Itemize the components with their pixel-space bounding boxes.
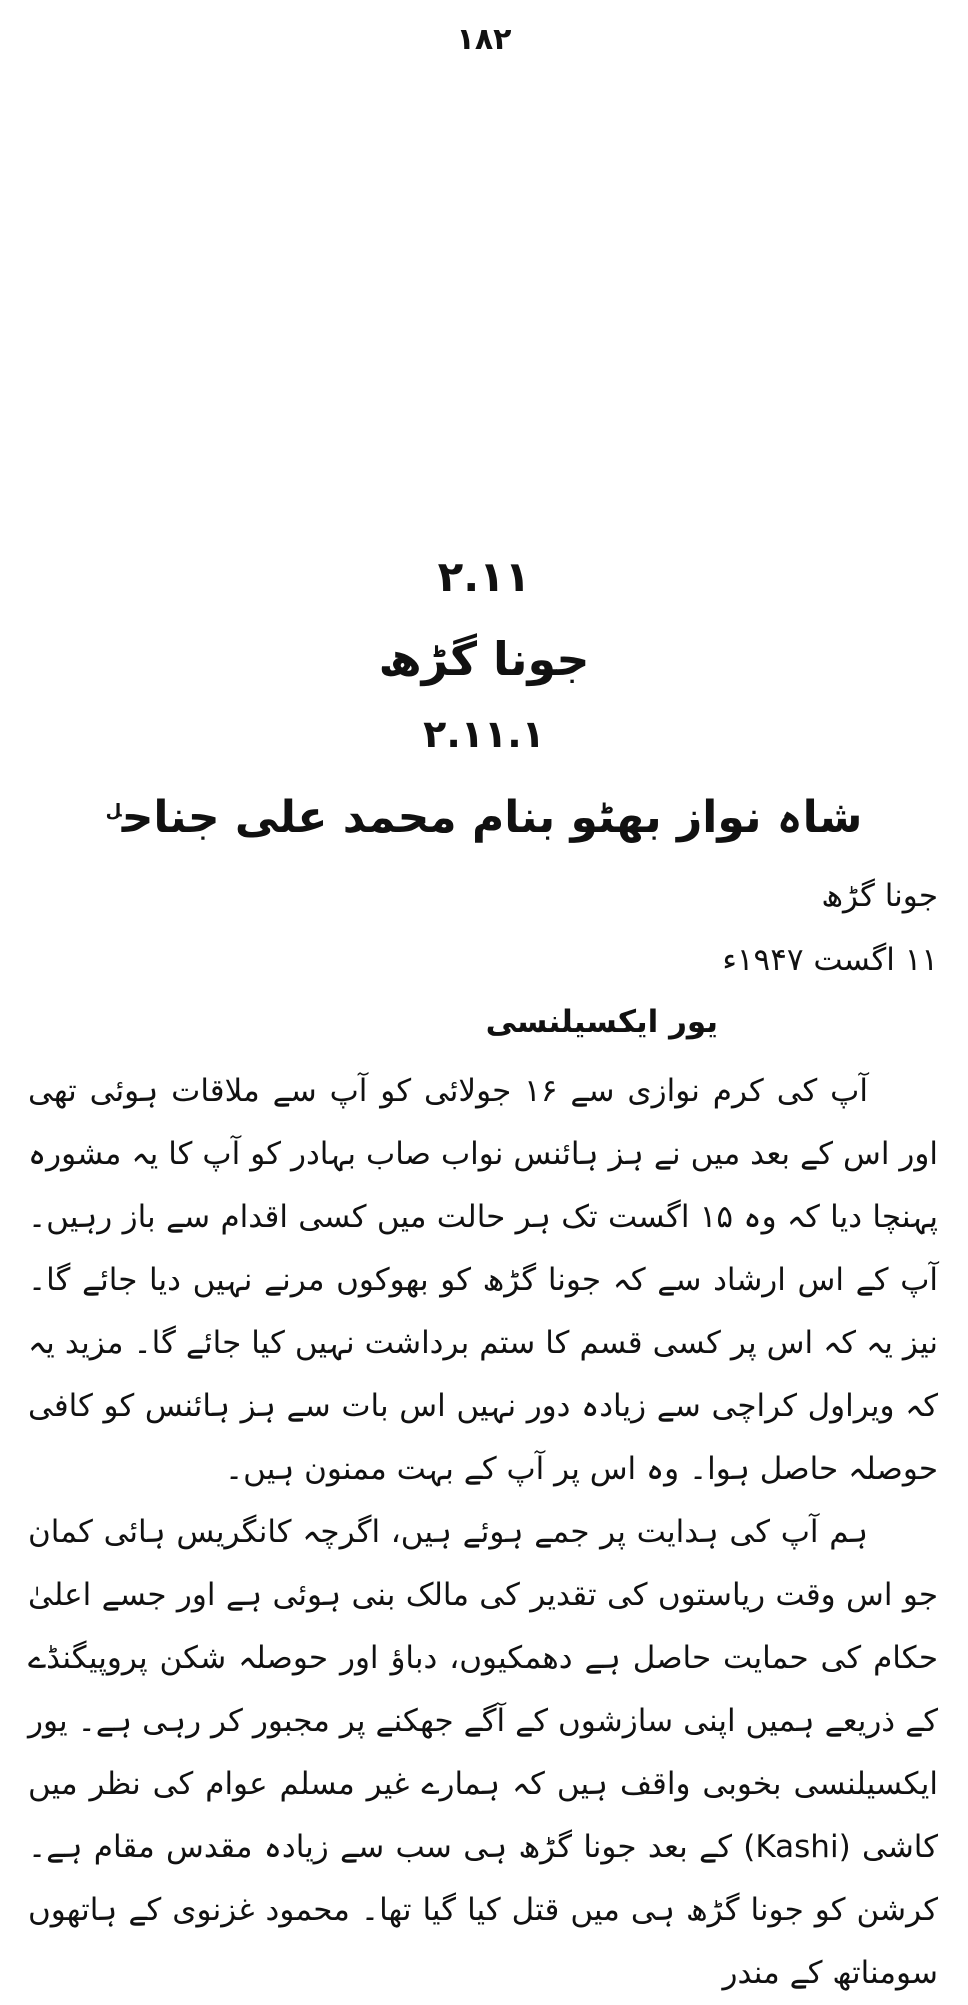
letter-body	[28, 1060, 938, 2005]
section-number: ۲.۱۱	[437, 552, 531, 601]
section-title: جونا گڑھ	[378, 632, 590, 686]
letter-salutation: یور ایکسیلنسی	[485, 1004, 718, 1040]
letter-date: ۱۱ اگست ۱۹۴۷ء	[722, 942, 938, 978]
paragraph: آپ کی کرم نوازی سے ۱۶ جولائی کو آپ سے ملاقات ہوئی تھی اور اس کے بعد میں نے ہز ہائنس نواب صاب بہادر کو آپ کا یہ مشورہ پہنچا دیا کہ وہ ۱۵ اگست تک ہر حالت میں کسی اقدام سے باز رہیں۔ آپ کے اس ارشاد سے کہ جونا گڑھ کو بھوکوں مرنے نہیں دیا جائے گا۔ نیز یہ کہ اس پر کسی قسم کا ستم برداشت نہیں کیا جائے گا۔ مزید یہ کہ ویراول کراچی سے زیادہ دور نہیں اس بات سے ہز ہائنس کو کافی حوصلہ حاصل ہوا۔ وہ اس پر آپ کے بہت ممنون ہیں۔	[28, 1073, 938, 1487]
letter-title-text: شاہ نواز بھٹو بنام محمد علی جناح	[121, 792, 863, 843]
paragraph: ہم آپ کی ہدایت پر جمے ہوئے ہیں، اگرچہ کانگریس ہائی کمان جو اس وقت ریاستوں کی تقدیر کی مالک بنی ہوئی ہے اور جسے اعلیٰ حکام کی حمایت حاصل ہے دھمکیوں، دباؤ اور حوصلہ شکن پروپیگنڈے کے ذریعے ہمیں اپنی سازشوں کے آگے جھکنے پر مجبور کر رہی ہے۔ یور ایکسیلنسی بخوبی واقف ہیں کہ ہمارے غیر مسلم عوام کی نظر میں کاشی (Kashi) کے بعد جونا گڑھ ہی سب سے زیادہ مقدس مقام ہے۔ کرشن کو جونا گڑھ ہی میں قتل کیا گیا تھا۔ محمود غزنوی کے ہاتھوں سومناتھ کے مندر	[28, 1514, 938, 1991]
footnote-marker: ل	[105, 800, 122, 822]
page-number: ۱۸۲	[456, 22, 512, 57]
letter-place: جونا گڑھ	[821, 878, 938, 914]
subsection-number: ۲.۱۱.۱	[423, 712, 545, 756]
letter-title	[0, 792, 968, 843]
